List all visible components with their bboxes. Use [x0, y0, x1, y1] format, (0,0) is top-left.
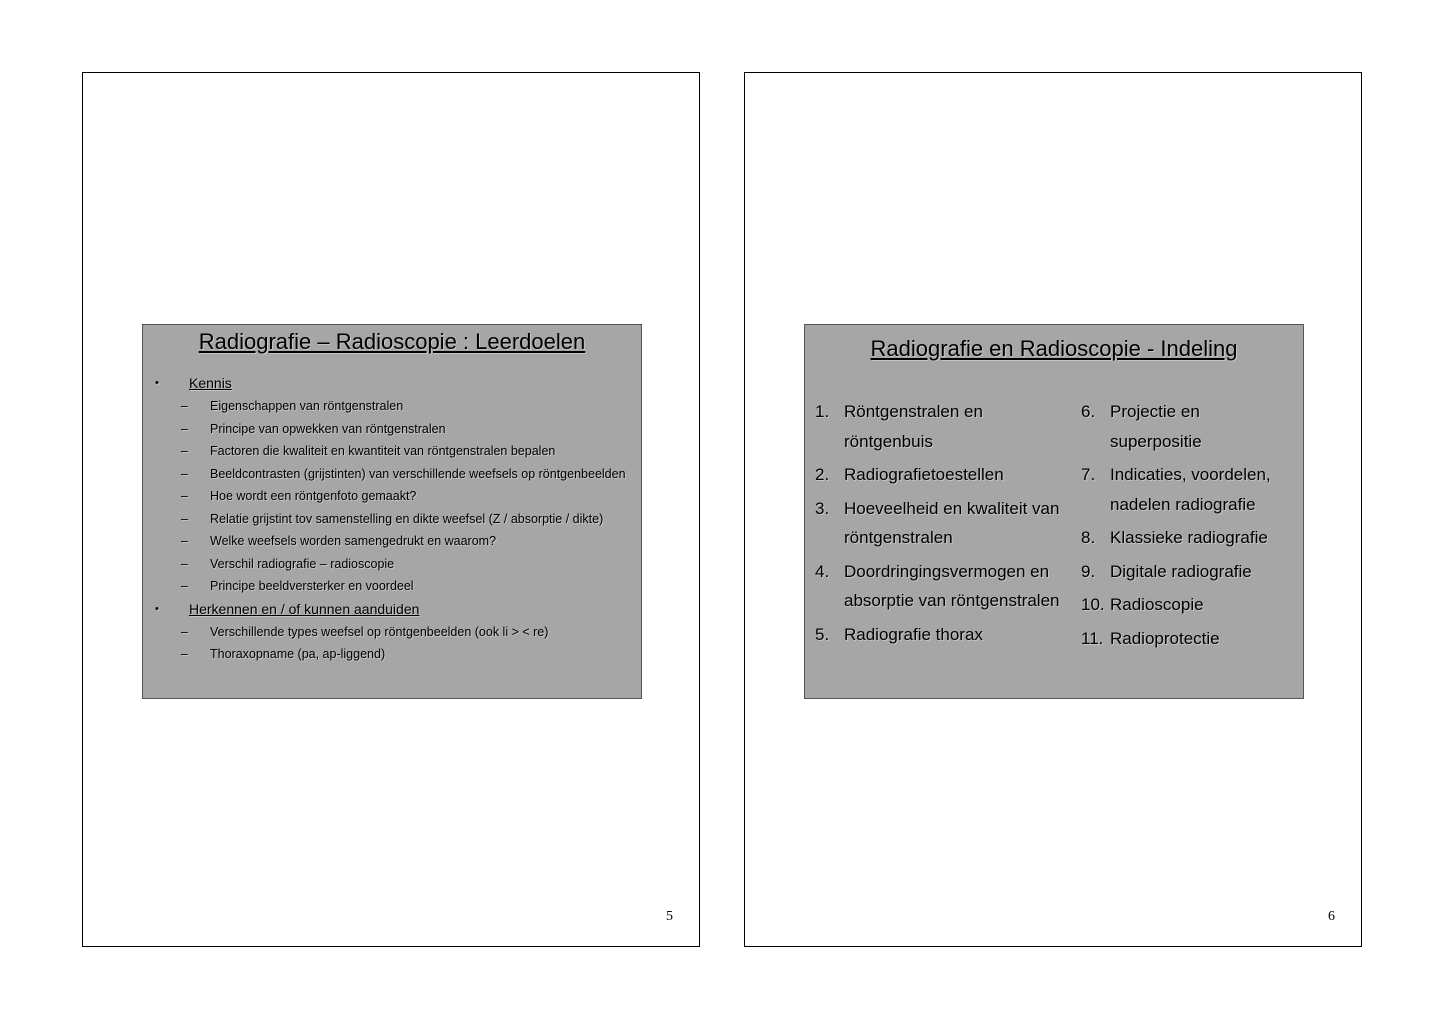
- toc-text: Doordringingsvermogen en absorptie van röntgenstralen: [844, 561, 1060, 610]
- dash-icon: –: [181, 444, 188, 458]
- toc-text: Röntgenstralen en röntgenbuis: [844, 402, 983, 451]
- toc-number: 9.: [1081, 561, 1096, 581]
- toc-text: Digitale radiografie: [1110, 561, 1252, 581]
- slide-indeling: [804, 324, 1304, 699]
- dash-icon: –: [181, 624, 188, 639]
- toc-number: 11.: [1081, 628, 1104, 648]
- toc-text: Indicaties, voordelen, nadelen radiografie: [1110, 465, 1271, 514]
- list-item: – Eigenschappen van röntgenstralen: [143, 395, 641, 418]
- dash-icon: –: [181, 579, 188, 593]
- list-item: – Verschillende types weefsel op röntgenbeelden (ook li > < re): [143, 621, 641, 644]
- dash-icon: –: [181, 556, 188, 571]
- section-heading: Kennis: [189, 375, 232, 391]
- dash-icon: –: [181, 421, 188, 436]
- toc-item: [1081, 460, 1296, 519]
- list-item: – Welke weefsels worden samengedrukt en waarom?: [143, 530, 641, 553]
- toc-text: Hoeveelheid en kwaliteit van röntgenstralen: [844, 498, 1060, 547]
- toc-column-left: [815, 397, 1070, 653]
- toc-item: [1081, 557, 1296, 587]
- section-herkennen: [143, 598, 641, 666]
- page-number: 5: [666, 909, 673, 924]
- slide-title: Radiografie – Radioscopie : Leerdoelen: [198, 329, 586, 354]
- toc-text: Radioprotectie: [1110, 628, 1220, 648]
- slide-title: Radiografie en Radioscopie - Indeling: [870, 336, 1238, 361]
- toc-item: [815, 460, 1070, 490]
- toc-text: Klassieke radiografie: [1110, 528, 1268, 547]
- toc-text: Radioscopie: [1110, 595, 1204, 614]
- toc-number: 10.: [1081, 595, 1105, 614]
- toc-item: [815, 557, 1070, 616]
- toc-item: [1081, 397, 1296, 456]
- list-item: – Verschil radiografie – radioscopie: [143, 553, 641, 576]
- dash-icon: –: [181, 534, 188, 548]
- handout-page-6: [744, 72, 1362, 947]
- toc-item: [815, 620, 1070, 650]
- list-item: – Relatie grijstint tov samenstelling en dikte weefsel (Z / absorptie / dikte): [143, 508, 641, 531]
- toc-text: Projectie en superpositie: [1110, 402, 1202, 451]
- toc-text: Radiografietoestellen: [844, 465, 1004, 484]
- page-number: 6: [1328, 909, 1335, 924]
- toc-number: 8.: [1081, 528, 1096, 547]
- toc-item: [1081, 523, 1296, 553]
- toc-item: [815, 494, 1070, 553]
- toc-text: Radiografie thorax: [844, 624, 983, 644]
- toc-number: 3.: [815, 498, 830, 518]
- list-item: – Principe van opwekken van röntgenstralen: [143, 418, 641, 441]
- list-item: – Factoren die kwaliteit en kwantiteit van röntgenstralen bepalen: [143, 440, 641, 463]
- section-heading: Herkennen en / of kunnen aanduiden: [189, 600, 420, 617]
- list-item: – Beeldcontrasten (grijstinten) van verschillende weefsels op röntgenbeelden: [143, 463, 641, 486]
- bullet-icon: •: [155, 377, 159, 389]
- toc-item: [1081, 624, 1296, 654]
- toc-number: 1.: [815, 402, 830, 421]
- handout-page-5: [82, 72, 700, 947]
- dash-icon: –: [181, 511, 188, 526]
- toc-item: [815, 397, 1070, 456]
- toc-number: 2.: [815, 465, 830, 484]
- toc-item: [1081, 590, 1296, 620]
- bullet-item: [143, 598, 641, 621]
- toc-number: 6.: [1081, 402, 1096, 421]
- list-item: – Hoe wordt een röntgenfoto gemaakt?: [143, 485, 641, 508]
- bullet-item: [143, 372, 641, 395]
- dash-icon: –: [181, 399, 188, 413]
- list-item: – Thoraxopname (pa, ap-liggend): [143, 643, 641, 666]
- toc-number: 7.: [1081, 465, 1096, 484]
- bullet-icon: •: [155, 602, 159, 615]
- section-kennis: [143, 372, 641, 598]
- dash-icon: –: [181, 489, 188, 503]
- toc-number: 4.: [815, 561, 830, 581]
- toc-number: 5.: [815, 624, 830, 644]
- slide-leerdoelen: [142, 324, 642, 699]
- list-item: – Principe beeldversterker en voordeel: [143, 575, 641, 598]
- toc-column-right: [1081, 397, 1296, 657]
- dash-icon: –: [181, 466, 188, 481]
- dash-icon: –: [181, 647, 188, 661]
